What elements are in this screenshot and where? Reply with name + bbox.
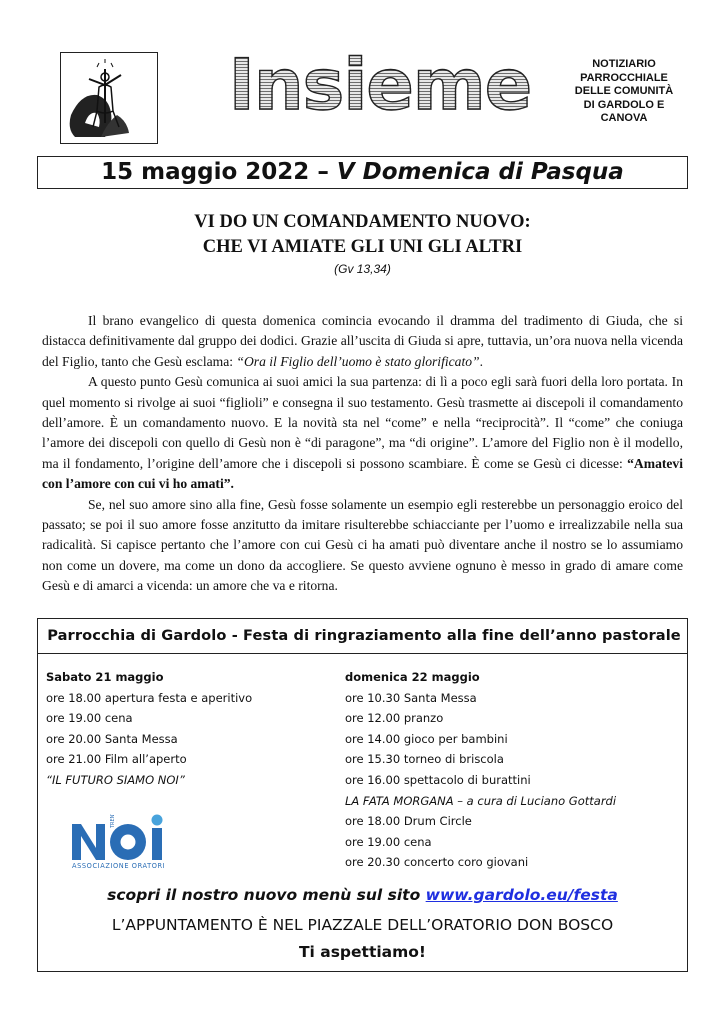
schedule-item: ore 16.00 spettacolo di burattini xyxy=(345,772,531,787)
menu-callout xyxy=(38,886,687,904)
closing-invitation: Ti aspettiamo! xyxy=(298,943,427,961)
noi-logo xyxy=(72,814,192,870)
schedule-item: ore 21.00 Film all’aperto xyxy=(46,752,187,767)
schedule-item: ore 15.30 torneo di briscola xyxy=(345,752,504,767)
schedule-item: ore 19.00 cena xyxy=(345,834,432,849)
logo-side-text: TRENTO xyxy=(110,814,116,828)
meeting-place: L’APPUNTAMENTO È NEL PIAZZALE DELL’ORATORIO DON BOSCO xyxy=(111,916,614,934)
article-body xyxy=(42,311,683,597)
schedule-item: ore 20.00 Santa Messa xyxy=(46,731,178,746)
schedule-item: ore 19.00 cena xyxy=(46,711,133,726)
puppet-show-title: LA FATA MORGANA – a cura di Luciano Gottardi xyxy=(345,793,617,808)
date-bar xyxy=(37,156,688,189)
festa-box xyxy=(37,618,688,972)
headline-line-2: CHE VI AMIATE GLI UNI GLI ALTRI xyxy=(202,237,523,257)
bulletin-line: DI GARDOLO E xyxy=(583,98,665,111)
bulletin-line: NOTIZIARIO xyxy=(592,58,656,70)
article-headline xyxy=(37,210,688,260)
headline-line-1: VI DO UN COMANDAMENTO NUOVO: xyxy=(194,212,531,232)
schedule-item: ore 20.30 concerto coro giovani xyxy=(345,855,529,870)
bulletin-line: DELLE COMUNITÀ xyxy=(574,85,674,98)
saturday-day: Sabato 21 maggio xyxy=(46,670,164,684)
bulletin-line: CANOVA xyxy=(600,112,648,125)
sunday-schedule xyxy=(345,667,616,873)
noi-association-logo xyxy=(72,814,192,870)
parish-logo xyxy=(60,52,158,144)
quote: “Ora il Figlio dell’uomo è stato glorificato” xyxy=(236,353,480,369)
bold-quote: “Amatevi con l’amore con cui vi ho amati”. xyxy=(42,455,683,492)
masthead-title: Insieme xyxy=(208,44,552,126)
schedule-item: ore 18.00 Drum Circle xyxy=(345,814,472,829)
date-dash: – xyxy=(317,159,329,185)
risen-christ-icon xyxy=(61,53,158,144)
masthead xyxy=(208,44,552,128)
liturgical-sunday: V Domenica di Pasqua xyxy=(336,159,624,185)
festa-title: Parrocchia di Gardolo - Festa di ringraziamento alla fine dell’anno pastorale xyxy=(47,627,681,644)
sunday-day: domenica 22 maggio xyxy=(345,670,480,684)
bulletin-line: PARROCCHIALE xyxy=(580,71,668,84)
schedule-item: ore 18.00 apertura festa e aperitivo xyxy=(46,690,253,705)
divider xyxy=(38,653,687,654)
saturday-schedule xyxy=(46,667,252,791)
schedule-item: ore 10.30 Santa Messa xyxy=(345,690,477,705)
logo-caption: ASSOCIAZIONE ORATORI xyxy=(72,862,166,870)
paragraph-3: Se, nel suo amore sino alla fine, Gesù fosse solamente un esempio egli resterebbe un personaggio eroico del passato; se poi il suo amore fosse anzitutto da imitare risulterebbe schiacciante per l’uomo e irrealizzabile nella sua radicalità. Si capisce pertanto che l’amore con cui Gesù ci ha amati può diventare anche il nostro se lo assumiamo non come un dovere, ma come un dono da accogliere. Se questo avviene ognuno è messo in grado di amare come Gesù e di amarci a vicenda: un amore che va e ritorna. xyxy=(42,496,683,594)
bulletin-subtitle xyxy=(560,58,688,126)
festa-website-link[interactable]: www.gardolo.eu/festa xyxy=(425,886,618,904)
menu-callout-text: scopri il nostro nuovo menù sul sito xyxy=(107,886,421,904)
paragraph-1: Il brano evangelico di questa domenica comincia evocando il dramma del tradimento di Giuda, che si distacca definitivamente dal gruppo dei dodici. Grazie all’uscita di Giuda si apre, tuttavia, un’ora nuova nella vicenda del Figlio, tanto che Gesù esclama: “Ora il Figlio dell’uomo è stato glorificato”. xyxy=(42,313,683,369)
gospel-reference: (Gv 13,34) xyxy=(334,262,391,276)
schedule-item: ore 12.00 pranzo xyxy=(345,711,444,726)
paragraph-2: A questo punto Gesù comunica ai suoi amici la sua partenza: di lì a poco egli sarà fuori della loro portata. In quel momento si rivolge ai suoi “figlioli” e consegna il suo testamento. Gesù trasmette ai discepoli il comandamento dell’amore. È un comandamento nuovo. E la novità sta nel “come” e nella “reciprocità”. Il “come” che coniuga l’amore dei discepoli con quello di Gesù non è “di paragone”, ma “di origine”. L’amore del Figlio non è il modello, ma il fondamento, l’origine dell’amore che i discepoli si possono scambiare. È come se Gesù ci dicesse: “Amatevi con l’amore con cui vi ho amati”. xyxy=(42,374,683,492)
film-title: “IL FUTURO SIAMO NOI” xyxy=(46,772,185,787)
issue-date: 15 maggio 2022 xyxy=(101,159,310,185)
schedule-item: ore 14.00 gioco per bambini xyxy=(345,731,508,746)
